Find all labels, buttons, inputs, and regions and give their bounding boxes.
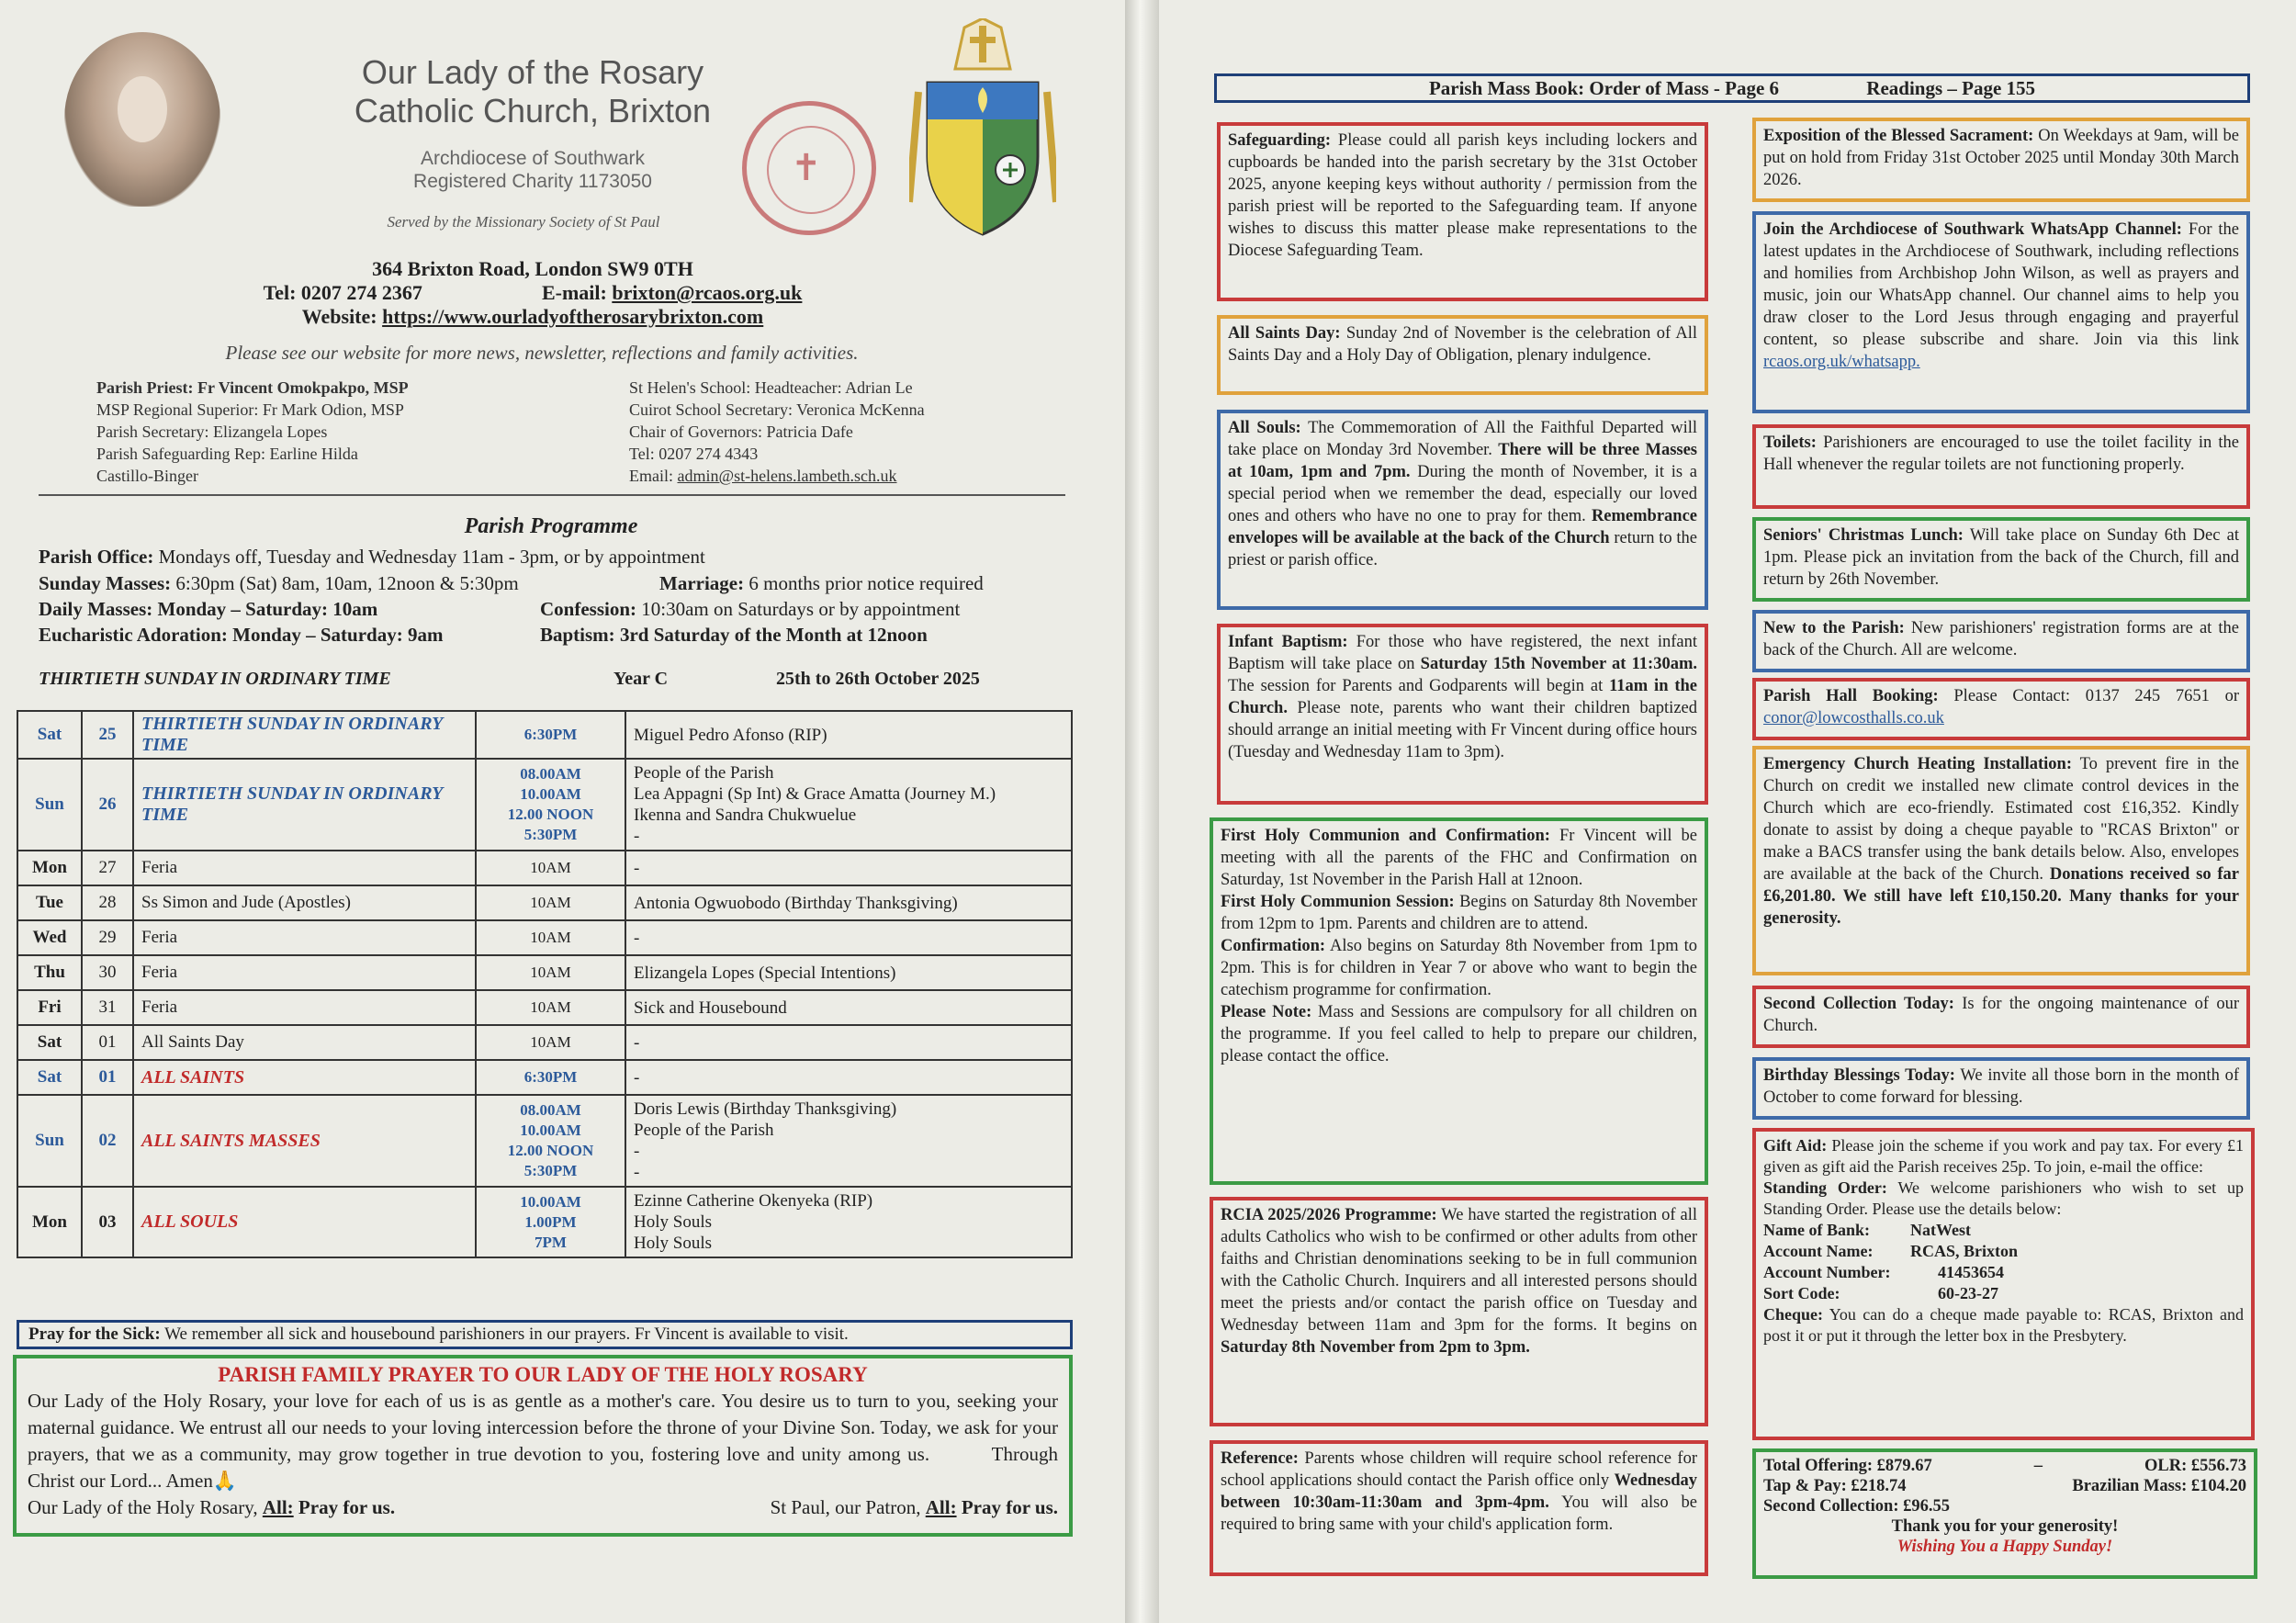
website-link[interactable]: https://www.ourladyoftherosarybrixton.com <box>382 305 764 328</box>
mass-intention: - <box>634 928 640 948</box>
mass-intention: Ezinne Catherine Okenyeka (RIP) <box>634 1191 873 1211</box>
mass-day: Mon <box>17 851 82 885</box>
mass-time: 10AM <box>530 929 571 946</box>
mass-date: 26 <box>82 759 133 851</box>
mass-time: 6:30PM <box>523 1068 578 1086</box>
notice-seniors-lunch: Seniors' Christmas Lunch: Will take place on Sunday 6th Dec at 1pm. Please pick an invitation from the back of the Church, fill and return by 26th November. <box>1752 517 2250 602</box>
mass-times <box>476 1187 625 1257</box>
diocese-crest-icon <box>909 18 1056 239</box>
mass-time: 10AM <box>530 964 571 981</box>
mass-date: 27 <box>82 851 133 885</box>
mass-day: Sun <box>17 759 82 851</box>
notice-fhc-confirmation: First Holy Communion and Confirmation: Fr Vincent will be meeting with all the parents of the FHC and Confirmation on Saturday, 1st November in the Parish Hall at 12noon. First Holy Communion Session: Begins on Saturday 8th November from 12pm to 1pm. Parents and children are to attend. Confirmation: Also begins on Saturday 8th November from 1pm to 2pm. This is for children in Year 7 or above who want to begin the catechism programme for confirmation. Please Note: Mass and Sessions are compulsory for all children on the programme. If you feel called to help to prepare our children, please contact the office. <box>1210 817 1708 1185</box>
mass-intentions <box>625 759 1072 851</box>
mass-date: 01 <box>82 1060 133 1095</box>
mass-day: Wed <box>17 920 82 955</box>
notice-heating: Emergency Church Heating Installation: To prevent fire in the Church on credit we installed new climate control devices in the Church which are eco-friendly. Estimated cost £16,352. Kindly donate to assist by doing a cheque payable to "RCAS Brixton" or make a BACS transfer using the bank details below. Also, envelopes are available at the back of the Church. Donations received so far £6,201.80. We still have left £10,150.20. Many thanks for your generosity. <box>1752 746 2250 975</box>
mass-day: Sun <box>17 1095 82 1187</box>
parish-staff: Parish Priest: Fr Vincent Omokpakpo, MSP MSP Regional Superior: Fr Mark Odion, MSP Parish Secretary: Elizangela Lopes Parish Safeguarding Rep: Earline Hilda Castillo-Binger <box>96 378 409 485</box>
offering-totals: Total Offering: £879.67 – OLR: £556.73 Tap & Pay: £218.74 Brazilian Mass: £104.20 Second Collection: £96.55 Thank you for your generosity! Wishing You a Happy Sunday! <box>1752 1448 2257 1579</box>
mass-times <box>476 955 625 990</box>
notice-whatsapp: Join the Archdiocese of Southwark WhatsApp Channel: For the latest updates in the Archdiocese of Southwark, including reflections and homilies from Archbishop John Wilson, as well as prayers and music, join our WhatsApp channel. Our channel aims to help you draw closer to the Lord Jesus through engaging and prayerful content, so please subscribe and share. Join via this link rcaos.org.uk/whatsapp. <box>1752 211 2250 413</box>
contact-block: 364 Brixton Road, London SW9 0TH Tel: 0207 274 2367 E-mail: brixton@rcaos.org.uk Website: https://www.ourladyoftherosarybrixton.com <box>263 257 803 328</box>
mass-liturgy: ALL SAINTS MASSES <box>133 1095 476 1187</box>
mass-intention: - <box>634 1067 640 1088</box>
mass-intentions <box>625 1025 1072 1060</box>
phone: Tel: 0207 274 2367 <box>263 281 422 304</box>
mass-times <box>476 1095 625 1187</box>
mass-time: 12.00 NOON <box>507 806 594 823</box>
school-email-link[interactable]: admin@st-helens.lambeth.sch.uk <box>677 467 897 485</box>
mass-intention: Lea Appagni (Sp Int) & Grace Amatta (Journey M.) <box>634 784 996 804</box>
mass-row <box>17 955 1072 990</box>
archdiocese-block: Archdiocese of Southwark Registered Charity 1173050 <box>413 148 652 192</box>
mass-intention: Antonia Ogwuobodo (Birthday Thanksgiving) <box>634 893 958 913</box>
notice-gift-aid: Gift Aid: Please join the scheme if you work and pay tax. For every £1 given as gift aid the Parish receives 25p. To join, e-mail the office: Standing Order: We welcome parishioners who wish to set up Standing Order. Please use the details below: Name of Bank: NatWest Account Name: RCAS, Brixton Account Number: 41453654 Sort Code: 60-23-27 Cheque: You can do a cheque made payable to: RCAS, Brixton and post it or put it through the letter box in the Presbytery. <box>1752 1128 2255 1440</box>
mass-row <box>17 1187 1072 1257</box>
mass-date: 01 <box>82 1025 133 1060</box>
marriage: Marriage: 6 months prior notice required <box>659 572 984 594</box>
mass-date: 28 <box>82 885 133 920</box>
week-dates: 25th to 26th October 2025 <box>776 669 980 689</box>
madonna-portrait <box>64 32 220 207</box>
school-staff: St Helen's School: Headteacher: Adrian Le Cuirot School Secretary: Veronica McKenna Chair of Governors: Patricia Dafe Tel: 0207 274 4343 Email: admin@st-helens.lambeth.sch.uk <box>629 378 925 485</box>
mass-row <box>17 990 1072 1025</box>
mass-time: 10.00AM <box>520 1121 581 1139</box>
hall-email-link[interactable]: conor@lowcosthalls.co.uk <box>1763 709 1944 727</box>
mass-liturgy: Feria <box>133 990 476 1025</box>
mass-row <box>17 759 1072 851</box>
mass-day: Sat <box>17 1060 82 1095</box>
mass-time: 08.00AM <box>520 765 581 783</box>
mass-time: 10AM <box>530 1033 571 1051</box>
notice-hall-booking: Parish Hall Booking: Please Contact: 0137 245 7651 or conor@lowcosthalls.co.uk <box>1752 678 2250 740</box>
notice-safeguarding: Safeguarding: Please could all parish keys including lockers and cupboards be handed into the parish secretary by the 31st October 2025, anyone keeping keys without authority / permission from the parish priest will be reported to the Safeguarding team. If anyone wishes to discuss this matter please make representations to the Diocese Safeguarding Team. <box>1217 122 1708 301</box>
baptism: Baptism: 3rd Saturday of the Month at 12noon <box>540 624 928 646</box>
mass-intentions <box>625 990 1072 1025</box>
msp-seal-icon: ✝ <box>742 101 876 235</box>
mass-times <box>476 885 625 920</box>
mass-intention: Miguel Pedro Afonso (RIP) <box>634 725 827 745</box>
mass-book-bar: Parish Mass Book: Order of Mass - Page 6 Readings – Page 155 <box>1214 73 2250 103</box>
mass-row <box>17 1025 1072 1060</box>
left-page <box>0 0 1125 1623</box>
parish-prayer: PARISH FAMILY PRAYER TO OUR LADY OF THE HOLY ROSARY Our Lady of the Holy Rosary, your love for each of us is as gentle as a mother's care. You desire us to turn to you, seeking your maternal guidance. We entrust all our needs to your loving intercession before the throne of your Divine Son. Today, we ask for your prayers, that we as a community, may grow together in true devotion to you, fostering love and unity among us. Through Christ our Lord... Amen🙏 Our Lady of the Holy Rosary, All: Pray for us. St Paul, our Patron, All: Pray for us. <box>13 1355 1073 1537</box>
adoration: Eucharistic Adoration: Monday – Saturday: 9am <box>39 624 444 646</box>
mass-time: 10AM <box>530 859 571 876</box>
mass-day: Tue <box>17 885 82 920</box>
mass-times <box>476 1025 625 1060</box>
mass-times <box>476 759 625 851</box>
mass-times <box>476 920 625 955</box>
mass-intention: Holy Souls <box>634 1234 712 1253</box>
mass-liturgy: ALL SOULS <box>133 1187 476 1257</box>
mass-time: 7PM <box>535 1233 567 1251</box>
mass-day: Thu <box>17 955 82 990</box>
mass-date: 30 <box>82 955 133 990</box>
mass-times <box>476 851 625 885</box>
divider <box>39 494 1065 496</box>
mass-row <box>17 711 1072 759</box>
programme-title: Parish Programme <box>464 514 638 538</box>
notice-new-parishioners: New to the Parish: New parishioners' registration forms are at the back of the Church. All are welcome. <box>1752 610 2250 672</box>
mass-liturgy: All Saints Day <box>133 1025 476 1060</box>
mass-intention: - <box>634 1142 640 1161</box>
mass-times <box>476 711 625 759</box>
mass-intention: Elizangela Lopes (Special Intentions) <box>634 963 896 983</box>
mass-day: Fri <box>17 990 82 1025</box>
mass-intention: - <box>634 1163 640 1182</box>
mass-day: Sat <box>17 711 82 759</box>
mass-liturgy: THIRTIETH SUNDAY IN ORDINARY TIME <box>133 759 476 851</box>
mass-row <box>17 885 1072 920</box>
notice-birthday-blessings: Birthday Blessings Today: We invite all those born in the month of October to come forward for blessing. <box>1752 1057 2250 1120</box>
mass-intentions <box>625 885 1072 920</box>
notice-rcia: RCIA 2025/2026 Programme: We have started the registration of all adults Catholics who wish to be confirmed or other adults from other faiths and Christian denominations seeking to be in full communion with the Catholic Church. Inquirers and all interested persons should meet the priests and/or contact the parish office on Tuesday and Wednesday between 11am and 3pm for the forms. It begins on Saturday 8th November from 2pm to 3pm. <box>1210 1197 1708 1426</box>
website-note: Please see our website for more news, newsletter, reflections and family activities. <box>225 342 859 364</box>
prayer-body: Our Lady of the Holy Rosary, your love for each of us is as gentle as a mother's care. You desire us to turn to you, seeking your maternal guidance. We entrust all our needs to your loving intercession before the throne of your Divine Son. Today, we ask for your prayers, that we as a community, may grow together in true devotion to you, fostering love and unity among us. <box>28 1390 1058 1465</box>
mass-intentions <box>625 711 1072 759</box>
mass-time: 10.00AM <box>520 1192 581 1211</box>
mass-row <box>17 851 1072 885</box>
mass-liturgy: Feria <box>133 955 476 990</box>
mass-time: 1.00PM <box>524 1212 577 1231</box>
page-gutter <box>1125 0 1159 1623</box>
mass-intention: - <box>634 858 640 878</box>
mass-intentions <box>625 1095 1072 1187</box>
whatsapp-link[interactable]: rcaos.org.uk/whatsapp. <box>1763 353 1920 371</box>
notice-second-collection: Second Collection Today: Is for the ongoing maintenance of our Church. <box>1752 986 2250 1048</box>
mass-time: 10AM <box>530 998 571 1016</box>
mass-date: 03 <box>82 1187 133 1257</box>
mass-date: 29 <box>82 920 133 955</box>
mass-intentions <box>625 1187 1072 1257</box>
mass-row <box>17 1060 1072 1095</box>
mass-row <box>17 920 1072 955</box>
mass-intention: Holy Souls <box>634 1212 712 1232</box>
served-by: Served by the Missionary Society of St Paul <box>387 213 660 231</box>
mass-liturgy: Feria <box>133 851 476 885</box>
mass-liturgy: Feria <box>133 920 476 955</box>
mass-intention: - <box>634 1032 640 1053</box>
notice-all-saints: All Saints Day: Sunday 2nd of November is the celebration of All Saints Day and a Holy Day of Obligation, plenary indulgence. <box>1217 315 1708 395</box>
prayer-title: PARISH FAMILY PRAYER TO OUR LADY OF THE HOLY ROSARY <box>218 1363 868 1386</box>
email-link[interactable]: brixton@rcaos.org.uk <box>612 281 803 304</box>
pray-for-sick: Pray for the Sick: We remember all sick and housebound parishioners in our prayers. Fr Vincent is available to visit. <box>17 1320 1073 1349</box>
mass-time: 10AM <box>530 894 571 911</box>
mass-intention: People of the Parish <box>634 1121 774 1140</box>
mass-intention: Sick and Housebound <box>634 997 787 1018</box>
sunday-title: THIRTIETH SUNDAY IN ORDINARY TIME <box>39 669 391 689</box>
mass-times <box>476 1060 625 1095</box>
mass-intention: Ikenna and Sandra Chukwuelue <box>634 806 857 825</box>
mass-date: 02 <box>82 1095 133 1187</box>
mass-intention: - <box>634 827 640 846</box>
mass-liturgy: THIRTIETH SUNDAY IN ORDINARY TIME <box>133 711 476 759</box>
mass-time: 5:30PM <box>523 1162 578 1179</box>
mass-times <box>476 990 625 1025</box>
mass-intentions <box>625 851 1072 885</box>
mass-time: 10.00AM <box>520 785 581 803</box>
mass-date: 31 <box>82 990 133 1025</box>
mass-liturgy: Ss Simon and Jude (Apostles) <box>133 885 476 920</box>
mass-time: 08.00AM <box>520 1101 581 1119</box>
mass-intention: Doris Lewis (Birthday Thanksgiving) <box>634 1099 897 1119</box>
mass-time: 6:30PM <box>523 726 578 743</box>
notice-toilets: Toilets: Parishioners are encouraged to use the toilet facility in the Hall whenever the regular toilets are not functioning properly. <box>1752 424 2250 509</box>
mass-intention: People of the Parish <box>634 763 774 783</box>
liturgical-year: Year C <box>613 669 669 689</box>
church-name: Our Lady of the Rosary Catholic Church, Brixton <box>354 53 712 130</box>
mass-row <box>17 1095 1072 1187</box>
notice-all-souls: All Souls: The Commemoration of All the Faithful Departed will take place on Monday 3rd November. There will be three Masses at 10am, 1pm and 7pm. During the month of November, it is a special period when we remember the dead, especially our loved ones and others who have no one to pray for them. Remembrance envelopes will be available at the back of the Church return to the priest or parish office. <box>1217 410 1708 610</box>
parish-office: Parish Office: Mondays off, Tuesday and Wednesday 11am - 3pm, or by appointment <box>39 546 705 568</box>
mass-liturgy: ALL SAINTS <box>133 1060 476 1095</box>
mass-day: Mon <box>17 1187 82 1257</box>
notice-reference: Reference: Parents whose children will require school reference for school applications should contact the Parish office only Wednesday between 10:30am-11:30am and 3pm-4pm. You will also be required to bring same with your child's application form. <box>1210 1440 1708 1576</box>
sunday-masses: Sunday Masses: 6:30pm (Sat) 8am, 10am, 12noon & 5:30pm <box>39 572 519 594</box>
mass-time: 5:30PM <box>523 826 578 843</box>
confession: Confession: 10:30am on Saturdays or by appointment <box>540 598 961 620</box>
mass-intentions <box>625 955 1072 990</box>
notice-infant-baptism: Infant Baptism: For those who have registered, the next infant Baptism will take place on Saturday 15th November at 11:30am. The session for Parents and Godparents will begin at 11am in the Church. Please note, parents who want their children baptized should arrange an initial meeting with Fr Vincent during office hours (Tuesday and Wednesday 11am to 3pm). <box>1217 624 1708 805</box>
notice-exposition: Exposition of the Blessed Sacrament: On Weekdays at 9am, will be put on hold from Friday 31st October 2025 until Monday 30th March 2026. <box>1752 118 2250 202</box>
mass-date: 25 <box>82 711 133 759</box>
mass-time: 12.00 NOON <box>507 1142 594 1159</box>
mass-table <box>17 710 1073 1258</box>
mass-intentions <box>625 1060 1072 1095</box>
mass-intentions <box>625 920 1072 955</box>
prayer-closing: Through Christ our Lord... Amen🙏 <box>28 1443 1058 1492</box>
mass-day: Sat <box>17 1025 82 1060</box>
daily-masses: Daily Masses: Monday – Saturday: 10am <box>39 598 378 620</box>
